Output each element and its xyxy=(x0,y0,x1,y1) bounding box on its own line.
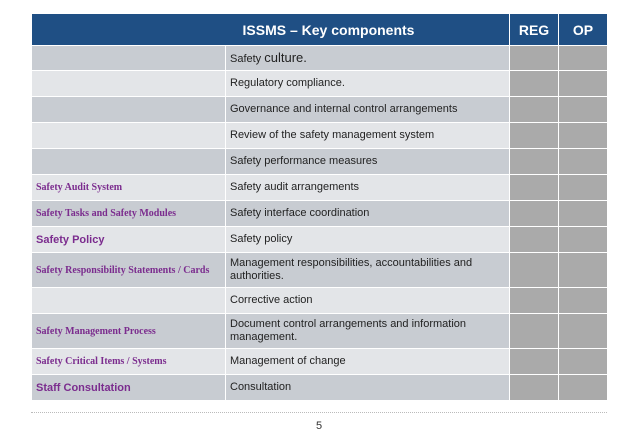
table-row xyxy=(32,227,608,253)
table-row xyxy=(32,71,608,97)
component-text: culture. xyxy=(264,49,307,65)
row-label: Safety Critical Items / Systems xyxy=(32,349,226,375)
page-number: 5 xyxy=(315,420,323,432)
op-cell xyxy=(559,288,608,314)
table-header-row xyxy=(32,14,608,46)
row-label: Safety Responsibility Statements / Cards xyxy=(32,253,226,288)
row-component: Safety audit arrangements xyxy=(226,175,510,201)
op-cell xyxy=(559,123,608,149)
reg-cell xyxy=(510,227,559,253)
row-label: Safety Policy xyxy=(32,227,226,253)
op-cell xyxy=(559,314,608,349)
row-label xyxy=(32,149,226,175)
row-component: Management responsibilities, accountabilities and authorities. xyxy=(226,253,510,288)
table-row xyxy=(32,314,608,349)
reg-cell xyxy=(510,175,559,201)
table-row xyxy=(32,175,608,201)
row-label: Staff Consultation xyxy=(32,375,226,401)
reg-cell xyxy=(510,149,559,175)
reg-cell xyxy=(510,253,559,288)
table-row xyxy=(32,375,608,401)
reg-header: REG xyxy=(510,14,559,46)
op-cell xyxy=(559,349,608,375)
row-component: Management of change xyxy=(226,349,510,375)
table-row xyxy=(32,123,608,149)
table-row xyxy=(32,46,608,71)
op-cell xyxy=(559,375,608,401)
op-cell xyxy=(559,175,608,201)
reg-cell xyxy=(510,123,559,149)
table-row xyxy=(32,349,608,375)
op-cell xyxy=(559,46,608,71)
reg-cell xyxy=(510,288,559,314)
row-label xyxy=(32,123,226,149)
row-component: Regulatory compliance. xyxy=(226,71,510,97)
row-label: Safety Management Process xyxy=(32,314,226,349)
op-cell xyxy=(559,97,608,123)
reg-cell xyxy=(510,375,559,401)
table-row xyxy=(32,288,608,314)
row-component xyxy=(226,46,510,71)
row-label xyxy=(32,288,226,314)
op-header: OP xyxy=(559,14,608,46)
row-component: Corrective action xyxy=(226,288,510,314)
reg-cell xyxy=(510,349,559,375)
row-component: Safety performance measures xyxy=(226,149,510,175)
row-label xyxy=(32,71,226,97)
reg-cell xyxy=(510,314,559,349)
reg-cell xyxy=(510,71,559,97)
row-component: Safety policy xyxy=(226,227,510,253)
table-row xyxy=(32,149,608,175)
component-prefix: Safety xyxy=(230,52,265,65)
row-component: Governance and internal control arrangements xyxy=(226,97,510,123)
reg-cell xyxy=(510,201,559,227)
row-component: Document control arrangements and information management. xyxy=(226,314,510,349)
op-cell xyxy=(559,201,608,227)
table-row xyxy=(32,201,608,227)
footer-divider xyxy=(31,412,607,413)
table-row xyxy=(32,97,608,123)
row-component: Consultation xyxy=(226,375,510,401)
row-label: Safety Tasks and Safety Modules xyxy=(32,201,226,227)
row-component: Safety interface coordination xyxy=(226,201,510,227)
op-cell xyxy=(559,71,608,97)
row-label: Safety Audit System xyxy=(32,175,226,201)
row-label xyxy=(32,46,226,71)
op-cell xyxy=(559,149,608,175)
op-cell xyxy=(559,253,608,288)
row-label xyxy=(32,97,226,123)
reg-cell xyxy=(510,46,559,71)
reg-cell xyxy=(510,97,559,123)
components-table xyxy=(31,13,608,401)
row-component: Review of the safety management system xyxy=(226,123,510,149)
op-cell xyxy=(559,227,608,253)
table-row xyxy=(32,253,608,288)
table-title: ISSMS – Key components xyxy=(32,14,510,46)
